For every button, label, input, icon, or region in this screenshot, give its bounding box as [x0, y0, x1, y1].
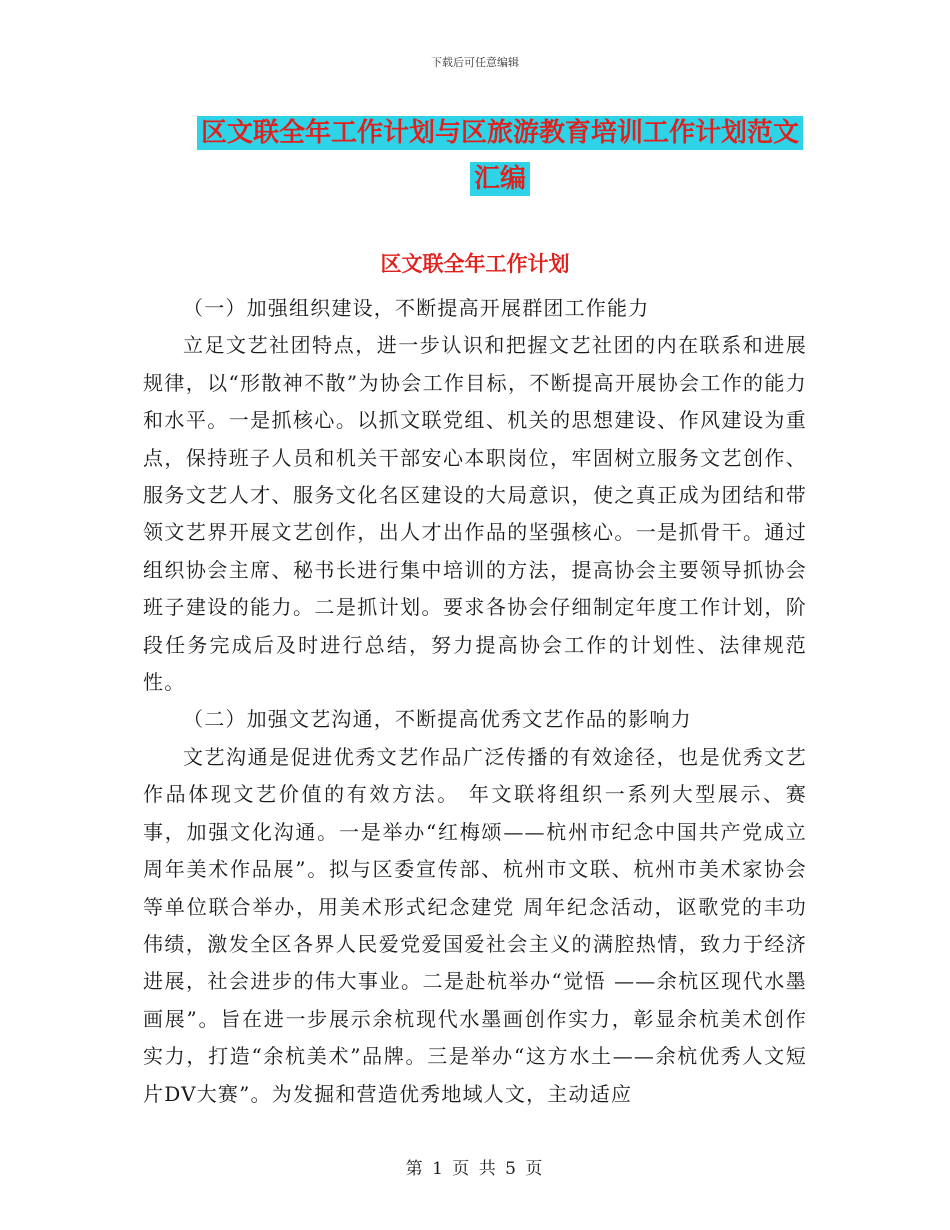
total-page-count: 5 — [505, 1159, 518, 1179]
page-header-note: 下载后可任意编辑 — [431, 56, 519, 69]
page-label-suffix: 页 — [525, 1159, 545, 1179]
document-title-line-2: 汇编 — [470, 162, 530, 196]
paragraph-one: 立足文艺社团特点，进一步认识和把握文艺社团的内在联系和进展规律，以“形散神不散”为协会工作目标，不断提高开展协会工作的能力和水平。一是抓核心。以抓文联党组、机关的思想建设、作风建设为重点，保持班子人员和机关干部安心本职岗位，牢固树立服务文艺创作、服务文艺人才、服务文化名区建设的大局意识，使之真正成为团结和带领文艺界开展文艺创作，出人才出作品的坚强核心。一是抓骨干。通过组织协会主席、秘书长进行集中培训的方法，提高协会主要领导抓协会班子建设的能力。二是抓计划。要求各协会仔细制定年度工作计划，阶段任务完成后及时进行总结，努力提高协会工作的计划性、法律规范性。 — [143, 333, 807, 695]
page-label-prefix: 第 — [405, 1159, 425, 1179]
section-title: 区文联全年工作计划 — [380, 252, 570, 276]
paragraph-two: 文艺沟通是促进优秀文艺作品广泛传播的有效途径，也是优秀文艺作品体现文艺价值的有效方法。 年文联将组织一系列大型展示、赛事，加强文化沟通。一是举办“红梅颂——杭州市纪念中国共产党成立 周年美术作品展”。拟与区委宣传部、杭州市文联、杭州市美术家协会等单位联合举办，用美术形式纪念建党 周年纪念活动，讴歌党的丰功伟绩，激发全区各界人民爱党爱国爱社会主义的满腔热情，致力于经济进展，社会进步的伟大事业。二是赴杭举办“觉悟 ——余杭区现代水墨画展”。旨在进一步展示余杭现代水墨画创作实力，彰显余杭美术创作实力，打造“余杭美术”品牌。三是举办“这方水土——余杭优秀人文短片DV大赛”。为发掘和营造优秀地域人文，主动适应 — [143, 744, 807, 1106]
subheading-two: （二）加强文艺沟通，不断提高优秀文艺作品的影响力 — [183, 707, 692, 732]
document-body — [143, 290, 807, 1113]
current-page-number: 1 — [432, 1159, 445, 1179]
document-title — [190, 110, 810, 202]
document-title-line-1: 区文联全年工作计划与区旅游教育培训工作计划范文 — [197, 116, 803, 150]
page-footer — [0, 1154, 950, 1179]
page-label-mid: 页 共 — [452, 1159, 498, 1179]
subheading-one: （一）加强组织建设，不断提高开展群团工作能力 — [183, 296, 650, 320]
